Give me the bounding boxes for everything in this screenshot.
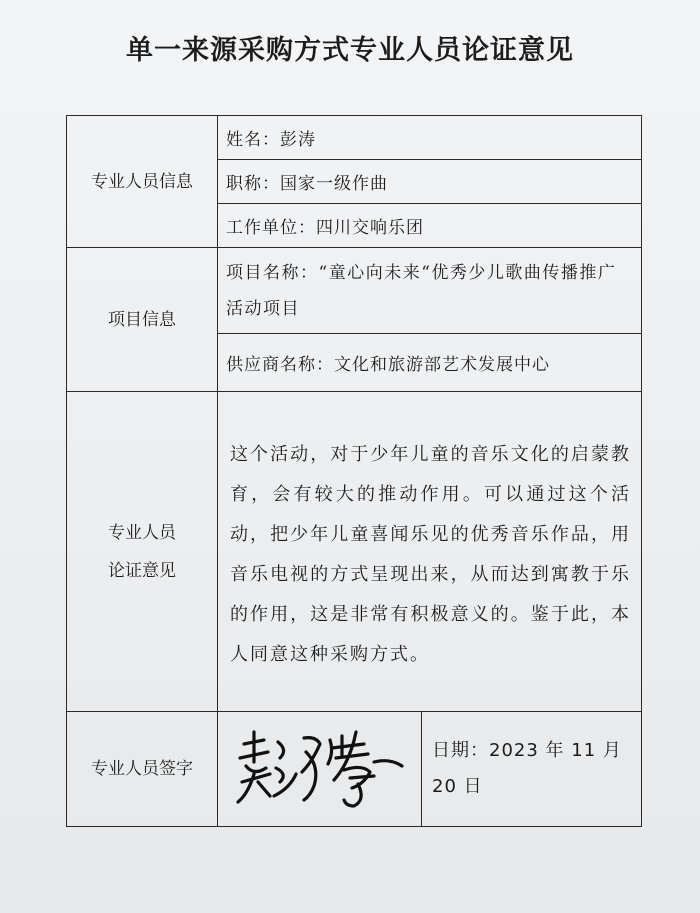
expert-info-label: 专业人员信息 [67,116,218,248]
expert-name-field: 姓名：彭涛 [218,116,642,160]
document-title: 单一来源采购方式专业人员论证意见 [126,35,574,66]
project-info-label: 项目信息 [67,248,218,392]
expert-employer-field: 工作单位：四川交响乐团 [218,204,642,248]
signature-label: 专业人员签字 [67,712,218,827]
expert-title-field: 职称：国家一级作曲 [218,160,642,204]
project-name-field: 项目名称：“童心向未来“优秀少儿歌曲传播推广活动项目 [218,248,642,334]
opinion-form-table [66,115,642,827]
supplier-field: 供应商名称：文化和旅游部艺术发展中心 [218,334,642,392]
opinion-label-line2: 论证意见 [108,560,176,581]
opinion-text: 这个活动，对于少年儿童的音乐文化的启蒙教育，会有较大的推动作用。可以通过这个活动，把少年儿童喜闻乐见的优秀音乐作品，用音乐电视的方式呈现出来，从而达到寓教于乐的作用，这是非常有积极意义的。鉴于此，本人同意这种采购方式。 [218,392,642,712]
signature-date: 日期：2023 年 11 月 20 日 [422,712,642,827]
handwritten-signature [224,722,414,812]
signature-cell [218,712,422,827]
opinion-label-line1: 专业人员 [108,522,176,543]
opinion-label [67,392,218,712]
